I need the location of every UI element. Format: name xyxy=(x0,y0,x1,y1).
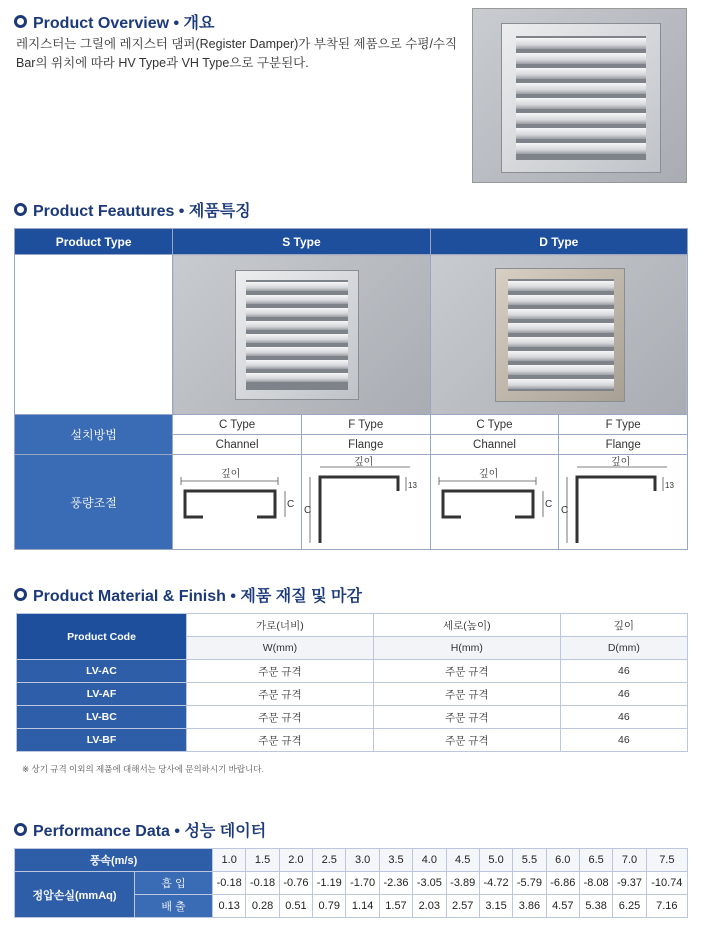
col1-desc: Channel xyxy=(173,435,302,455)
f-type-drawing-s xyxy=(301,455,430,550)
suction-value: -5.79 xyxy=(513,872,546,895)
overview-title-text: Product Overview • 개요 xyxy=(33,15,215,32)
features-table xyxy=(14,228,688,550)
overview-text-line1: 레지스터는 그릴에 레지스터 댐퍼(Register Damper)가 부착된 제품으로 수평/수직 xyxy=(16,37,458,51)
height-value: 주문 규격 xyxy=(373,683,560,706)
width-value: 주문 규격 xyxy=(187,729,374,752)
suction-value: -8.08 xyxy=(579,872,612,895)
depth-unit: D(mm) xyxy=(560,637,687,660)
velocity-value: 1.5 xyxy=(246,849,279,872)
suction-value: -6.86 xyxy=(546,872,579,895)
suction-value: -3.05 xyxy=(413,872,446,895)
material-title xyxy=(14,583,362,606)
depth-value: 46 xyxy=(560,683,687,706)
exhaust-value: 0.79 xyxy=(313,895,346,918)
col3-type: C Type xyxy=(430,415,559,435)
col4-desc: Flange xyxy=(559,435,688,455)
exhaust-value: 1.57 xyxy=(379,895,412,918)
bullet-circle-icon xyxy=(14,15,27,28)
width-value: 주문 규격 xyxy=(187,660,374,683)
col2-desc: Flange xyxy=(301,435,430,455)
velocity-value: 3.0 xyxy=(346,849,379,872)
velocity-value: 2.5 xyxy=(313,849,346,872)
depth-value: 46 xyxy=(560,660,687,683)
c-label: C xyxy=(544,499,552,510)
bullet-circle-icon xyxy=(14,823,27,836)
features-title xyxy=(14,198,251,221)
suction-value: -3.89 xyxy=(446,872,479,895)
col1-type: C Type xyxy=(173,415,302,435)
depth-label: 깊이 xyxy=(221,469,241,480)
13-label: 13 xyxy=(407,481,417,490)
product-code: LV-BF xyxy=(17,729,187,752)
exhaust-value: 0.13 xyxy=(213,895,246,918)
width-unit: W(mm) xyxy=(187,637,374,660)
depth-value: 46 xyxy=(560,706,687,729)
velocity-value: 7.5 xyxy=(646,849,687,872)
product-code-header: Product Code xyxy=(17,614,187,660)
table-row xyxy=(17,729,688,752)
s-type-photo xyxy=(173,255,430,415)
exhaust-label: 배 출 xyxy=(135,895,213,918)
exhaust-value: 5.38 xyxy=(579,895,612,918)
suction-value: -10.74 xyxy=(646,872,687,895)
exhaust-value: 7.16 xyxy=(646,895,687,918)
width-header: 가로(너비) xyxy=(187,614,374,637)
bullet-circle-icon xyxy=(14,203,27,216)
height-header: 세로(높이) xyxy=(373,614,560,637)
suction-value: -2.36 xyxy=(379,872,412,895)
c-label: C xyxy=(287,499,295,510)
exhaust-value: 6.25 xyxy=(613,895,646,918)
register-product-photo xyxy=(472,8,687,183)
d-type-photo xyxy=(430,255,687,415)
13-label: 13 xyxy=(665,481,675,490)
exhaust-value: 0.28 xyxy=(246,895,279,918)
product-code: LV-AF xyxy=(17,683,187,706)
col3-desc: Channel xyxy=(430,435,559,455)
velocity-value: 3.5 xyxy=(379,849,412,872)
empty-cell xyxy=(15,255,173,415)
c-label: C xyxy=(303,505,312,516)
exhaust-value: 3.15 xyxy=(479,895,512,918)
performance-title-text: Performance Data • 성능 데이터 xyxy=(33,823,267,840)
depth-header: 깊이 xyxy=(560,614,687,637)
velocity-label: 풍속(m/s) xyxy=(15,849,213,872)
material-table xyxy=(16,613,688,752)
velocity-value: 7.0 xyxy=(613,849,646,872)
width-value: 주문 규격 xyxy=(187,683,374,706)
suction-value: -9.37 xyxy=(613,872,646,895)
exhaust-value: 2.03 xyxy=(413,895,446,918)
velocity-value: 6.5 xyxy=(579,849,612,872)
bullet-circle-icon xyxy=(14,588,27,601)
overview-title xyxy=(14,10,214,33)
height-value: 주문 규격 xyxy=(373,660,560,683)
overview-text xyxy=(16,35,461,73)
f-type-drawing-d xyxy=(559,455,688,550)
exhaust-value: 3.86 xyxy=(513,895,546,918)
height-unit: H(mm) xyxy=(373,637,560,660)
col2-type: F Type xyxy=(301,415,430,435)
d-type-header: D Type xyxy=(430,229,687,255)
c-type-drawing-s xyxy=(173,455,302,550)
product-code: LV-AC xyxy=(17,660,187,683)
exhaust-value: 0.51 xyxy=(279,895,312,918)
depth-label: 깊이 xyxy=(478,469,498,480)
suction-value: -0.18 xyxy=(213,872,246,895)
suction-value: -0.76 xyxy=(279,872,312,895)
col4-type: F Type xyxy=(559,415,688,435)
width-value: 주문 규격 xyxy=(187,706,374,729)
velocity-value: 4.0 xyxy=(413,849,446,872)
table-row xyxy=(17,706,688,729)
product-code: LV-BC xyxy=(17,706,187,729)
features-title-text: Product Feautures • 제품특징 xyxy=(33,203,251,220)
install-method-label: 설치방법 xyxy=(15,415,173,455)
velocity-value: 4.5 xyxy=(446,849,479,872)
suction-value: -4.72 xyxy=(479,872,512,895)
exhaust-value: 2.57 xyxy=(446,895,479,918)
pressure-loss-label: 정압손실(mmAq) xyxy=(15,872,135,918)
depth-label: 깊이 xyxy=(611,457,631,468)
suction-value: -0.18 xyxy=(246,872,279,895)
suction-value: -1.70 xyxy=(346,872,379,895)
exhaust-value: 4.57 xyxy=(546,895,579,918)
product-type-header: Product Type xyxy=(15,229,173,255)
velocity-value: 5.0 xyxy=(479,849,512,872)
velocity-value: 6.0 xyxy=(546,849,579,872)
overview-text-line2: Bar의 위치에 따라 HV Type과 VH Type으로 구분된다. xyxy=(16,56,309,70)
material-title-text: Product Material & Finish • 제품 재질 및 마감 xyxy=(33,588,362,605)
exhaust-value: 1.14 xyxy=(346,895,379,918)
s-type-header: S Type xyxy=(173,229,430,255)
depth-label: 깊이 xyxy=(353,457,374,468)
height-value: 주문 규격 xyxy=(373,706,560,729)
suction-label: 흡 입 xyxy=(135,872,213,895)
c-type-drawing-d xyxy=(430,455,559,550)
airflow-control-label: 풍량조절 xyxy=(15,455,173,550)
performance-title xyxy=(14,818,266,841)
velocity-value: 5.5 xyxy=(513,849,546,872)
velocity-value: 1.0 xyxy=(213,849,246,872)
suction-value: -1.19 xyxy=(313,872,346,895)
material-note: ※ 상기 규격 이외의 제품에 대해서는 당사에 문의하시기 바랍니다. xyxy=(22,764,264,774)
performance-table xyxy=(14,848,688,918)
height-value: 주문 규격 xyxy=(373,729,560,752)
table-row xyxy=(17,683,688,706)
c-label: C xyxy=(561,505,569,516)
velocity-value: 2.0 xyxy=(279,849,312,872)
table-row xyxy=(17,660,688,683)
depth-value: 46 xyxy=(560,729,687,752)
